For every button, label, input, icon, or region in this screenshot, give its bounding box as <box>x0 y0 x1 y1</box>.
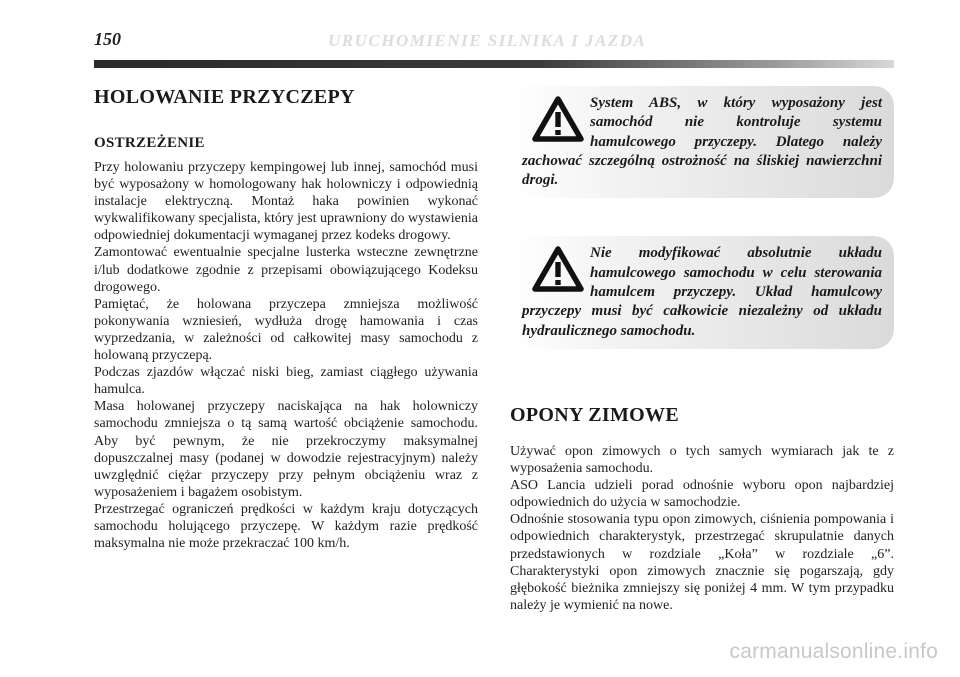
winter-paragraph: ASO Lancia udzieli porad odnośnie wyboru opon najbardziej odpowiednich do użycia w samochodzie. <box>510 478 894 511</box>
page-number: 150 <box>94 29 121 49</box>
winter-tires-title: OPONY ZIMOWE <box>510 403 679 426</box>
abs-warning-box <box>510 86 894 198</box>
towing-section <box>94 86 478 552</box>
towing-warning-subtitle: OSTRZEŻENIE <box>94 135 205 151</box>
towing-paragraph: Zamontować ewentualnie specjalne lusterka wsteczne zewnętrzne i/lub dodatkowe zgodnie z przepisami obowiązującego Kodeksu drogowego. <box>94 245 478 295</box>
watermark-link[interactable]: carmanualsonline.info <box>729 640 938 663</box>
right-column <box>510 86 894 614</box>
towing-paragraph: Przestrzegać ograniczeń prędkości w każdym kraju dotyczących samochodu holującego przyczepę. W każdym razie prędkość maksymalna nie może przekraczać 100 km/h. <box>94 501 478 552</box>
winter-paragraph: Odnośnie stosowania typu opon zimowych, ciśnienia pompowania i odpowiednich charakterystyk, przestrzegać skrupulatnie danych przedstawionych w rozdziale „Koła” w rozdziale „6”. Charakterystyki opon zimowych znacznie się pogarszają, gdy głębokość bieżnika zmniejszy się poniżej 4 mm. W tym przypadku należy je wymienić na nowe. <box>510 512 894 613</box>
warning-triangle-icon <box>532 96 584 142</box>
towing-paragraph: Pamiętać, że holowana przyczepa zmniejsza możliwość pokonywania wzniesień, wydłuża drogę hamowania i czas wyprzedzania, w zależności od całkowitej masy samochodu z holowaną przyczepą. <box>94 296 478 364</box>
warning-triangle-icon <box>532 246 584 292</box>
running-title: URUCHOMIENIE SILNIKA I JAZDA <box>328 31 647 50</box>
abs-warning-text: System ABS, w który wyposażony jest samochód nie kontroluje systemu hamulcowego przyczepy. Dlatego należy zachować szczególną ostrożność na śliskiej nawierzchni drogi. <box>522 95 882 189</box>
towing-title: HOLOWANIE PRZYCZEPY <box>94 86 355 108</box>
towing-paragraph: Przy holowaniu przyczepy kempingowej lub innej, samochód musi być wyposażony w homologowany hak holowniczy i odpowiednią instalacje elektryczną. Montaż haka powinien wykonać wykwalifikowany specjalista, który jest uprawniony do wystawienia odpowiedniej dokumentacji wymaganej przez kodeks drogowy. <box>94 160 478 244</box>
brake-warning-text: Nie modyfikować absolutnie układu hamulcowego samochodu w celu sterowania hamulcem przyczepy. Układ hamulcowy przyczepy musi być całkowicie niezależny od układu hydraulicznego samochodu. <box>522 245 882 339</box>
brake-warning-box <box>510 236 894 348</box>
header-rule <box>94 60 894 68</box>
winter-paragraph: Używać opon zimowych o tych samych wymiarach jak te z wyposażenia samochodu. <box>510 443 894 477</box>
towing-paragraph: Masa holowanej przyczepy naciskająca na hak holowniczy samochodu zmniejsza o tą samą wartość obciążenie samochodu. Aby być pewnym, że nie przekroczymy maksymalnej dopuszczalnej masy (podanej w dowodzie rejestracyjnym) należy uwzględnić ciężar przyczepy przy pełnym obciążeniu wraz z wyposażeniem i bagażem osobistym. <box>94 399 478 500</box>
towing-paragraph: Podczas zjazdów włączać niski bieg, zamiast ciągłego używania hamulca. <box>94 365 478 398</box>
